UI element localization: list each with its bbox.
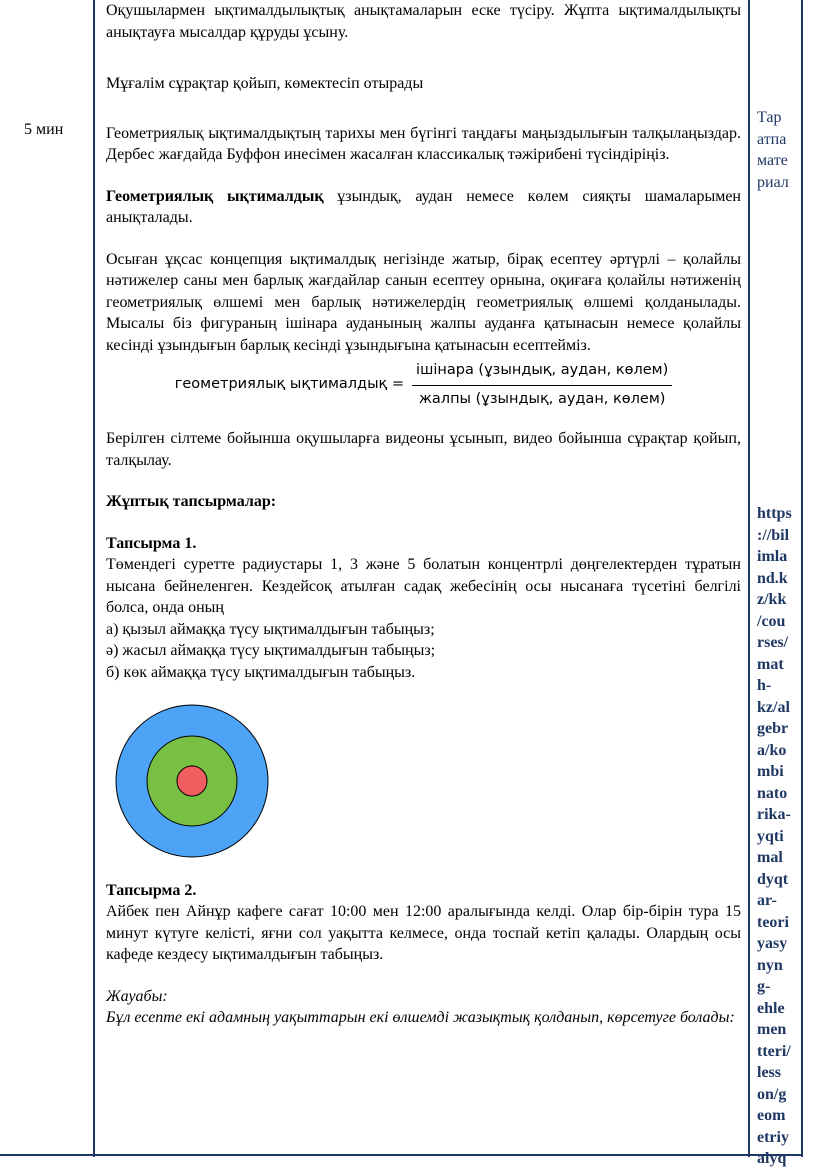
resource-link-line[interactable]: nd.k: [757, 569, 788, 587]
resources-label-line: риал: [757, 173, 789, 191]
resource-link-line[interactable]: ar-: [757, 892, 777, 909]
teacher-note: Мұғалім сұрақтар қойып, көмектесіп отырады: [106, 75, 424, 92]
resource-link-line[interactable]: yasy: [757, 935, 788, 952]
resource-link-line[interactable]: mat: [757, 655, 784, 673]
time-cell: 5 мин: [24, 121, 64, 138]
resource-link-line[interactable]: h-: [757, 677, 772, 694]
resources-label: [757, 107, 797, 193]
resources-label-line: Тар: [757, 109, 782, 126]
resources-label-line: атпа: [757, 130, 787, 148]
table-border-left-col: [93, 0, 95, 1157]
answer-label: Жауабы:: [106, 987, 168, 1005]
resource-link[interactable]: [757, 503, 797, 1170]
resource-link-line[interactable]: ://bil: [757, 526, 790, 544]
task2-text: Айбек пен Айнұр кафеге сағат 10:00 мен 12:00 аралығында келді. Олар бір-бірін тура 15 минут күтуге келісті, яғни сол уақытта келмесе, онда тоспай кетіп қалады. Олардың осы кафеде кездесу ықтималдығын табыңыз.: [106, 903, 741, 963]
task1-item-b: б) көк аймаққа түсу ықтималдығын табыңыз.: [106, 663, 416, 681]
resource-link-line[interactable]: z/kk: [757, 591, 787, 608]
resource-link-line[interactable]: g-: [757, 978, 771, 995]
formula-fraction: [412, 360, 672, 410]
target-inner-red-circle: [177, 766, 207, 796]
task2-title: Тапсырма 2.: [106, 881, 197, 899]
resource-link-line[interactable]: imla: [757, 548, 788, 565]
resource-link-line[interactable]: eom: [757, 1107, 786, 1124]
resource-link-line[interactable]: rika-: [757, 806, 791, 823]
resource-link-line[interactable]: men: [757, 1021, 787, 1038]
formula-lhs: геометриялық ықтималдық =: [174, 376, 405, 393]
resource-link-line[interactable]: ehle: [757, 999, 785, 1017]
resource-link-line[interactable]: nato: [757, 784, 788, 802]
resources-label-line: мате: [757, 152, 788, 169]
resource-link-line[interactable]: https: [757, 505, 792, 522]
task1-item-a: а) қызыл аймаққа түсу ықтималдығын табыңыз;: [106, 620, 435, 638]
formula-numerator: ішінара (ұзындық, аудан, көлем): [412, 360, 672, 386]
resource-link-line[interactable]: /cou: [757, 612, 786, 630]
concept-paragraph: Осыған ұқсас концепция ықтималдық негізінде жатыр, бірақ есептеу әртүрлі – қолайлы нәтижелер саны мен барлық жағдайлар санын есептеу орнына, оқиғаға қолайлы нәтиженің геометриялық өлшемі мен барлық нәтижелердің геометриялық өлшемі қолданылады. Мысалы біз фигураның ішінара ауданының жалпы ауданға қатынасын немесе қолайлы кесінді ұзындығын барлық кесінді ұзындығына қатынасын есептейміз.: [106, 250, 741, 354]
resource-link-line[interactable]: kz/al: [757, 698, 790, 716]
resource-link-line[interactable]: teori: [757, 913, 789, 931]
resource-link-line[interactable]: etriy: [757, 1128, 789, 1146]
table-border-bottom: [0, 1154, 803, 1156]
resource-link-line[interactable]: dyqt: [757, 870, 789, 888]
task1-item-ae: ә) жасыл аймаққа түсу ықтималдығын табыңыз;: [106, 642, 436, 659]
answer-text: Бұл есепте екі адамның уақыттарын екі өлшемді жазықтық қолданып, көрсетуге болады:: [106, 1009, 735, 1026]
resource-link-line[interactable]: tteri/: [757, 1042, 791, 1060]
definition-term: Геометриялық ықтималдық: [106, 187, 324, 205]
probability-formula: [106, 362, 741, 408]
resource-link-line[interactable]: mbi: [757, 763, 784, 780]
resource-link-line[interactable]: nyn: [757, 956, 783, 974]
resource-link-line[interactable]: mal: [757, 849, 783, 866]
resource-link-line[interactable]: a/ko: [757, 741, 787, 759]
definition-text: ұзындық, аудан немесе көлем сияқты шамаларымен анықталады.: [106, 187, 741, 226]
task1-text: Төмендегі суретте радиустары 1, 3 және 5 болатын концентрлі дөңгелектерден тұратын нысана бейнеленген. Кездейсоқ атылған садақ жебесінің осы нысанаға түсетіні белгілі болса, онда оның: [106, 556, 741, 616]
resource-link-line[interactable]: gebr: [757, 720, 789, 737]
intro-paragraph: Оқушылармен ықтималдылықтық анықтамаларын еске түсіру. Жұпта ықтималдылықты анықтауға мысалдар құруды ұсыну.: [106, 2, 741, 41]
resource-link-line[interactable]: alyq: [757, 1150, 787, 1167]
definition-paragraph: [106, 186, 741, 229]
resource-link-line[interactable]: yqti: [757, 827, 784, 845]
resource-link-line[interactable]: less: [757, 1064, 781, 1081]
table-border-right-edge: [801, 0, 803, 1157]
resource-link-line[interactable]: rses/: [757, 634, 789, 651]
content-cell: [106, 0, 741, 1029]
history-paragraph: Геометриялық ықтималдықтың тарихы мен бүгінгі таңдағы маңыздылығын талқылаңыздар. Дербес жағдайда Буффон инесімен жасалған классикалық тәжірибені түсіндіріңіз.: [106, 124, 741, 163]
formula-denominator: жалпы (ұзындық, аудан, көлем): [418, 390, 666, 407]
pair-tasks-heading: Жұптық тапсырмалар:: [106, 493, 277, 510]
task1-title: Тапсырма 1.: [106, 534, 197, 552]
resource-link-line[interactable]: on/g: [757, 1085, 787, 1103]
concentric-target-image: [112, 701, 272, 861]
table-border-right-col: [748, 0, 750, 1157]
video-paragraph: Берілген сілтеме бойынша оқушыларға видеоны ұсынып, видео бойынша сұрақтар қойып, талқылау.: [106, 430, 741, 469]
